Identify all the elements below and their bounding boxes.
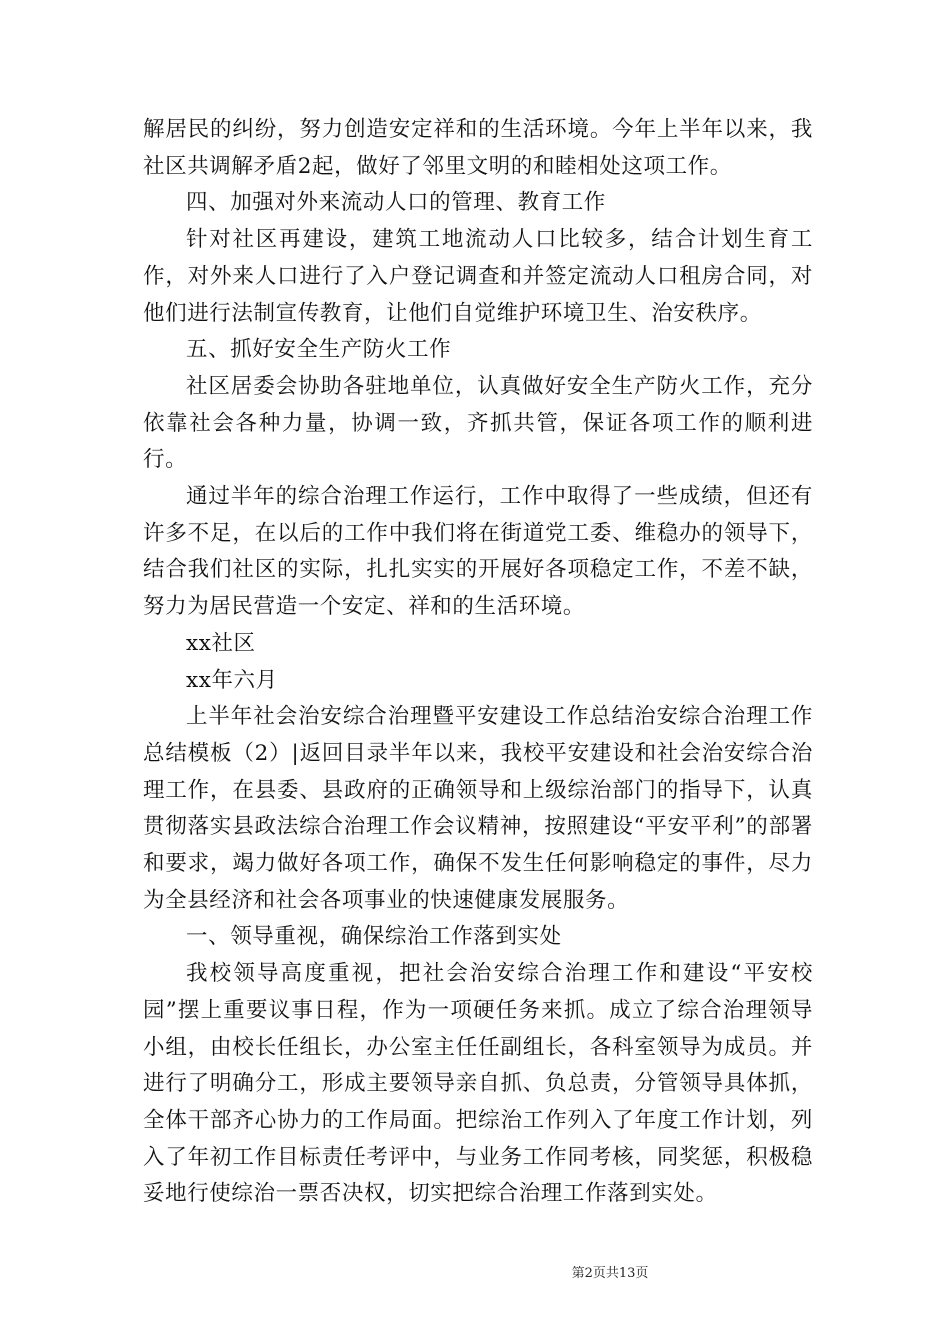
paragraph: 社区居委会协助各驻地单位，认真做好安全生产防火工作，充分依靠社会各种力量，协调一致，齐抓共管，保证各项工作的顺利进行。 bbox=[143, 373, 813, 473]
section-heading: 一、领导重视，确保综治工作落到实处 bbox=[186, 924, 562, 950]
section-heading: 四、加强对外来流动人口的管理、教育工作 bbox=[186, 190, 606, 216]
page-number: 第2页共13页 bbox=[571, 1266, 649, 1281]
document-body bbox=[143, 112, 813, 1213]
section-heading: 五、抓好安全生产防火工作 bbox=[186, 337, 452, 363]
paragraph: 我校领导高度重视，把社会治安综合治理工作和建设“平安校园”摆上重要议事日程，作为一项硬任务来抓。成立了综合治理领导小组，由校长任组长，办公室主任任副组长，各科室领导为成员。并进行了明确分工，形成主要领导亲自抓、负总责，分管领导具体抓，全体干部齐心协力的工作局面。把综治工作列入了年度工作计划，列入了年初工作目标责任考评中，与业务工作同考核，同奖惩，积极稳妥地行使综治一票否决权，切实把综合治理工作落到实处。 bbox=[143, 961, 813, 1207]
paragraph: 通过半年的综合治理工作运行，工作中取得了一些成绩，但还有许多不足，在以后的工作中我们将在街道党工委、维稳办的领导下，结合我们社区的实际，扎扎实实的开展好各项稳定工作，不差不缺，努力为居民营造一个安定、祥和的生活环境。 bbox=[143, 484, 813, 620]
signature-date: xx年六月 bbox=[186, 667, 278, 693]
paragraph: 上半年社会治安综合治理暨平安建设工作总结治安综合治理工作总结模板（2）|返回目录半年以来，我校平安建设和社会治安综合治理工作，在县委、县政府的正确领导和上级综治部门的指导下，认真贯彻落实县政法综合治理工作会议精神，按照建设“平安平利”的部署和要求，竭力做好各项工作，确保不发生任何影响稳定的事件，尽力为全县经济和社会各项事业的快速健康发展服务。 bbox=[143, 704, 813, 913]
paragraph: 针对社区再建设，建筑工地流动人口比较多，结合计划生育工作，对外来人口进行了入户登记调查和并签定流动人口租房合同，对他们进行法制宣传教育，让他们自觉维护环境卫生、治安秩序。 bbox=[143, 227, 813, 326]
signature-organization: xx社区 bbox=[186, 630, 256, 656]
paragraph: 解居民的纠纷，努力创造安定祥和的生活环境。今年上半年以来，我社区共调解矛盾2起，做好了邻里文明的和睦相处这项工作。 bbox=[143, 117, 813, 179]
page-footer bbox=[0, 1262, 950, 1281]
